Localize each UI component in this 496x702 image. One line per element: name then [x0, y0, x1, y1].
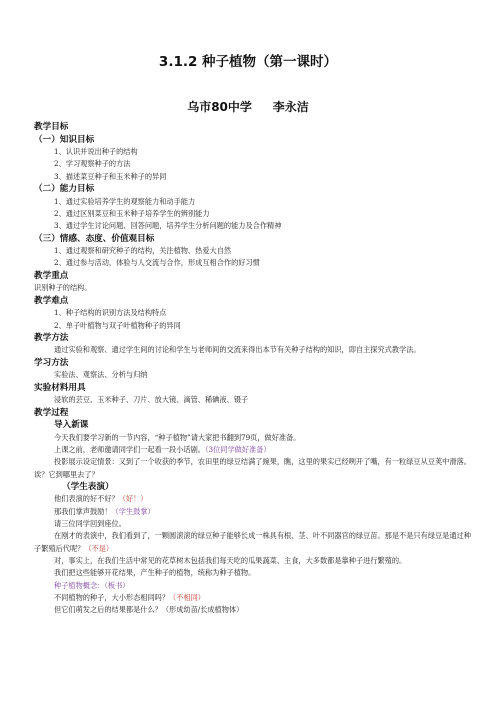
dialog-line: 我们把这些能够开花结果，产生种子的植物，统称为种子植物。	[54, 568, 256, 578]
heading-intro: 导入新课	[54, 420, 89, 431]
heading-difficult: 教学难点	[34, 295, 69, 306]
dialog-line	[34, 592, 474, 604]
difficult-item: 2、单子叶植物与双子叶植物种子的异同	[54, 320, 181, 330]
heading-attitude: （三）情感、态度、价值观目标	[34, 233, 155, 244]
dialog-answer: （好！）	[118, 494, 148, 504]
intro-text: 上课之前，老师邀请同学们一起看一段小话剧。	[54, 444, 205, 454]
document-body	[34, 121, 474, 616]
ability-item: 2、通过区别菜豆和玉米种子培养学生的辨别能力	[54, 208, 210, 218]
heading-key: 教学重点	[34, 270, 69, 281]
heading-learn: 学习方法	[34, 357, 69, 368]
method-text: 通过实验和观察、通过学生间的讨论和学生与老师间的交流来得出本节有关种子结构的知识，即自主探究式教学法。	[54, 345, 421, 355]
dialog-question: 他们表演的好不好？	[54, 494, 119, 504]
heading-knowledge: （一）知识目标	[34, 134, 95, 145]
heading-method: 教学方法	[34, 332, 69, 343]
materials-text: 浸软的芸豆、玉米种子、刀片、放大镜、滴管、稀碘液、镊子	[54, 395, 249, 405]
dialog-line: 请三位同学回到座位。	[54, 519, 126, 529]
heading-materials: 实验材料用具	[34, 382, 86, 393]
difficult-item: 1、种子结构的识别方法及结构特点	[54, 308, 167, 318]
knowledge-item: 1、认识并说出种子的结构	[54, 147, 138, 157]
heading-performance: （学生表演）	[62, 481, 114, 492]
dialog-line	[34, 506, 474, 518]
knowledge-item: 2、学习观察种子的方法	[54, 159, 131, 169]
attitude-item: 2、通过参与活动，体验与人交流与合作，形成互相合作的好习惯	[54, 258, 260, 268]
intro-scenario: 投影展示设定情景：又到了一个收获的季节，农田里的绿豆结满了豌果，瞧，这里的果实已经咧开了嘴，有一粒绿豆从豆荚中滑落。诶？它到哪里去了？	[34, 457, 471, 479]
dialog-question: 不同植物的种子，大小形态相同吗？	[54, 592, 170, 602]
dialog-paragraph: 对，事实上，在我们生活中常见的花草树木包括我们每天吃的瓜果蔬菜、主食，大多数都是靠种子进行繁殖的。	[54, 555, 407, 565]
dialog-answer: （不相同）	[169, 592, 205, 602]
key-point: 识别种子的结构。	[34, 283, 92, 293]
ability-item: 3、通过学生讨论问题、回答问题，培养学生分析问题的能力及合作精神	[54, 221, 282, 231]
heading-process: 教学过程	[34, 407, 69, 418]
intro-note: （3位同学做好准备）	[204, 444, 271, 454]
dialog-question: 那我们掌声鼓励！	[54, 506, 112, 516]
ability-item: 1、通过实验培养学生的观察能力和动手能力	[54, 196, 196, 206]
intro-line: 今天我们要学习新的一节内容，“种子植物”请大家把书翻到79页，做好准备。	[54, 432, 301, 442]
learn-text: 实验法、观察法、分析与归纳	[54, 370, 148, 380]
knowledge-item: 3、描述菜豆种子和玉米种子的异同	[54, 171, 167, 181]
dialog-answer: （不是）	[84, 543, 114, 553]
board-note: 种子植物概念：（板书）	[54, 580, 130, 590]
heading-ability: （二）能力目标	[34, 184, 95, 195]
intro-line	[34, 444, 474, 456]
dialog-line: 但它们萌发之后的结果都是什么？（形成幼苗/长成植物体）	[54, 605, 244, 615]
dialog-line	[34, 493, 474, 505]
attitude-item: 1、通过观察和研究种子的结构，关注植物、热爱大自然	[54, 246, 232, 256]
heading-objectives: 教学目标	[34, 122, 69, 132]
dialog-paragraph	[34, 530, 474, 555]
author-line: 乌市80中学 李永洁	[187, 100, 309, 114]
dialog-question: 在刚才的表演中，我们看到了，一颗圆滚滚的绿豆种子能够长成一株具有根、茎、叶不同器官的绿豆苗。那是不是只有绿豆是通过种子繁殖后代呢？	[34, 531, 471, 553]
document-title: 3.1.2 种子植物（第一课时）	[158, 54, 338, 70]
dialog-note: （学生鼓掌）	[111, 506, 155, 516]
